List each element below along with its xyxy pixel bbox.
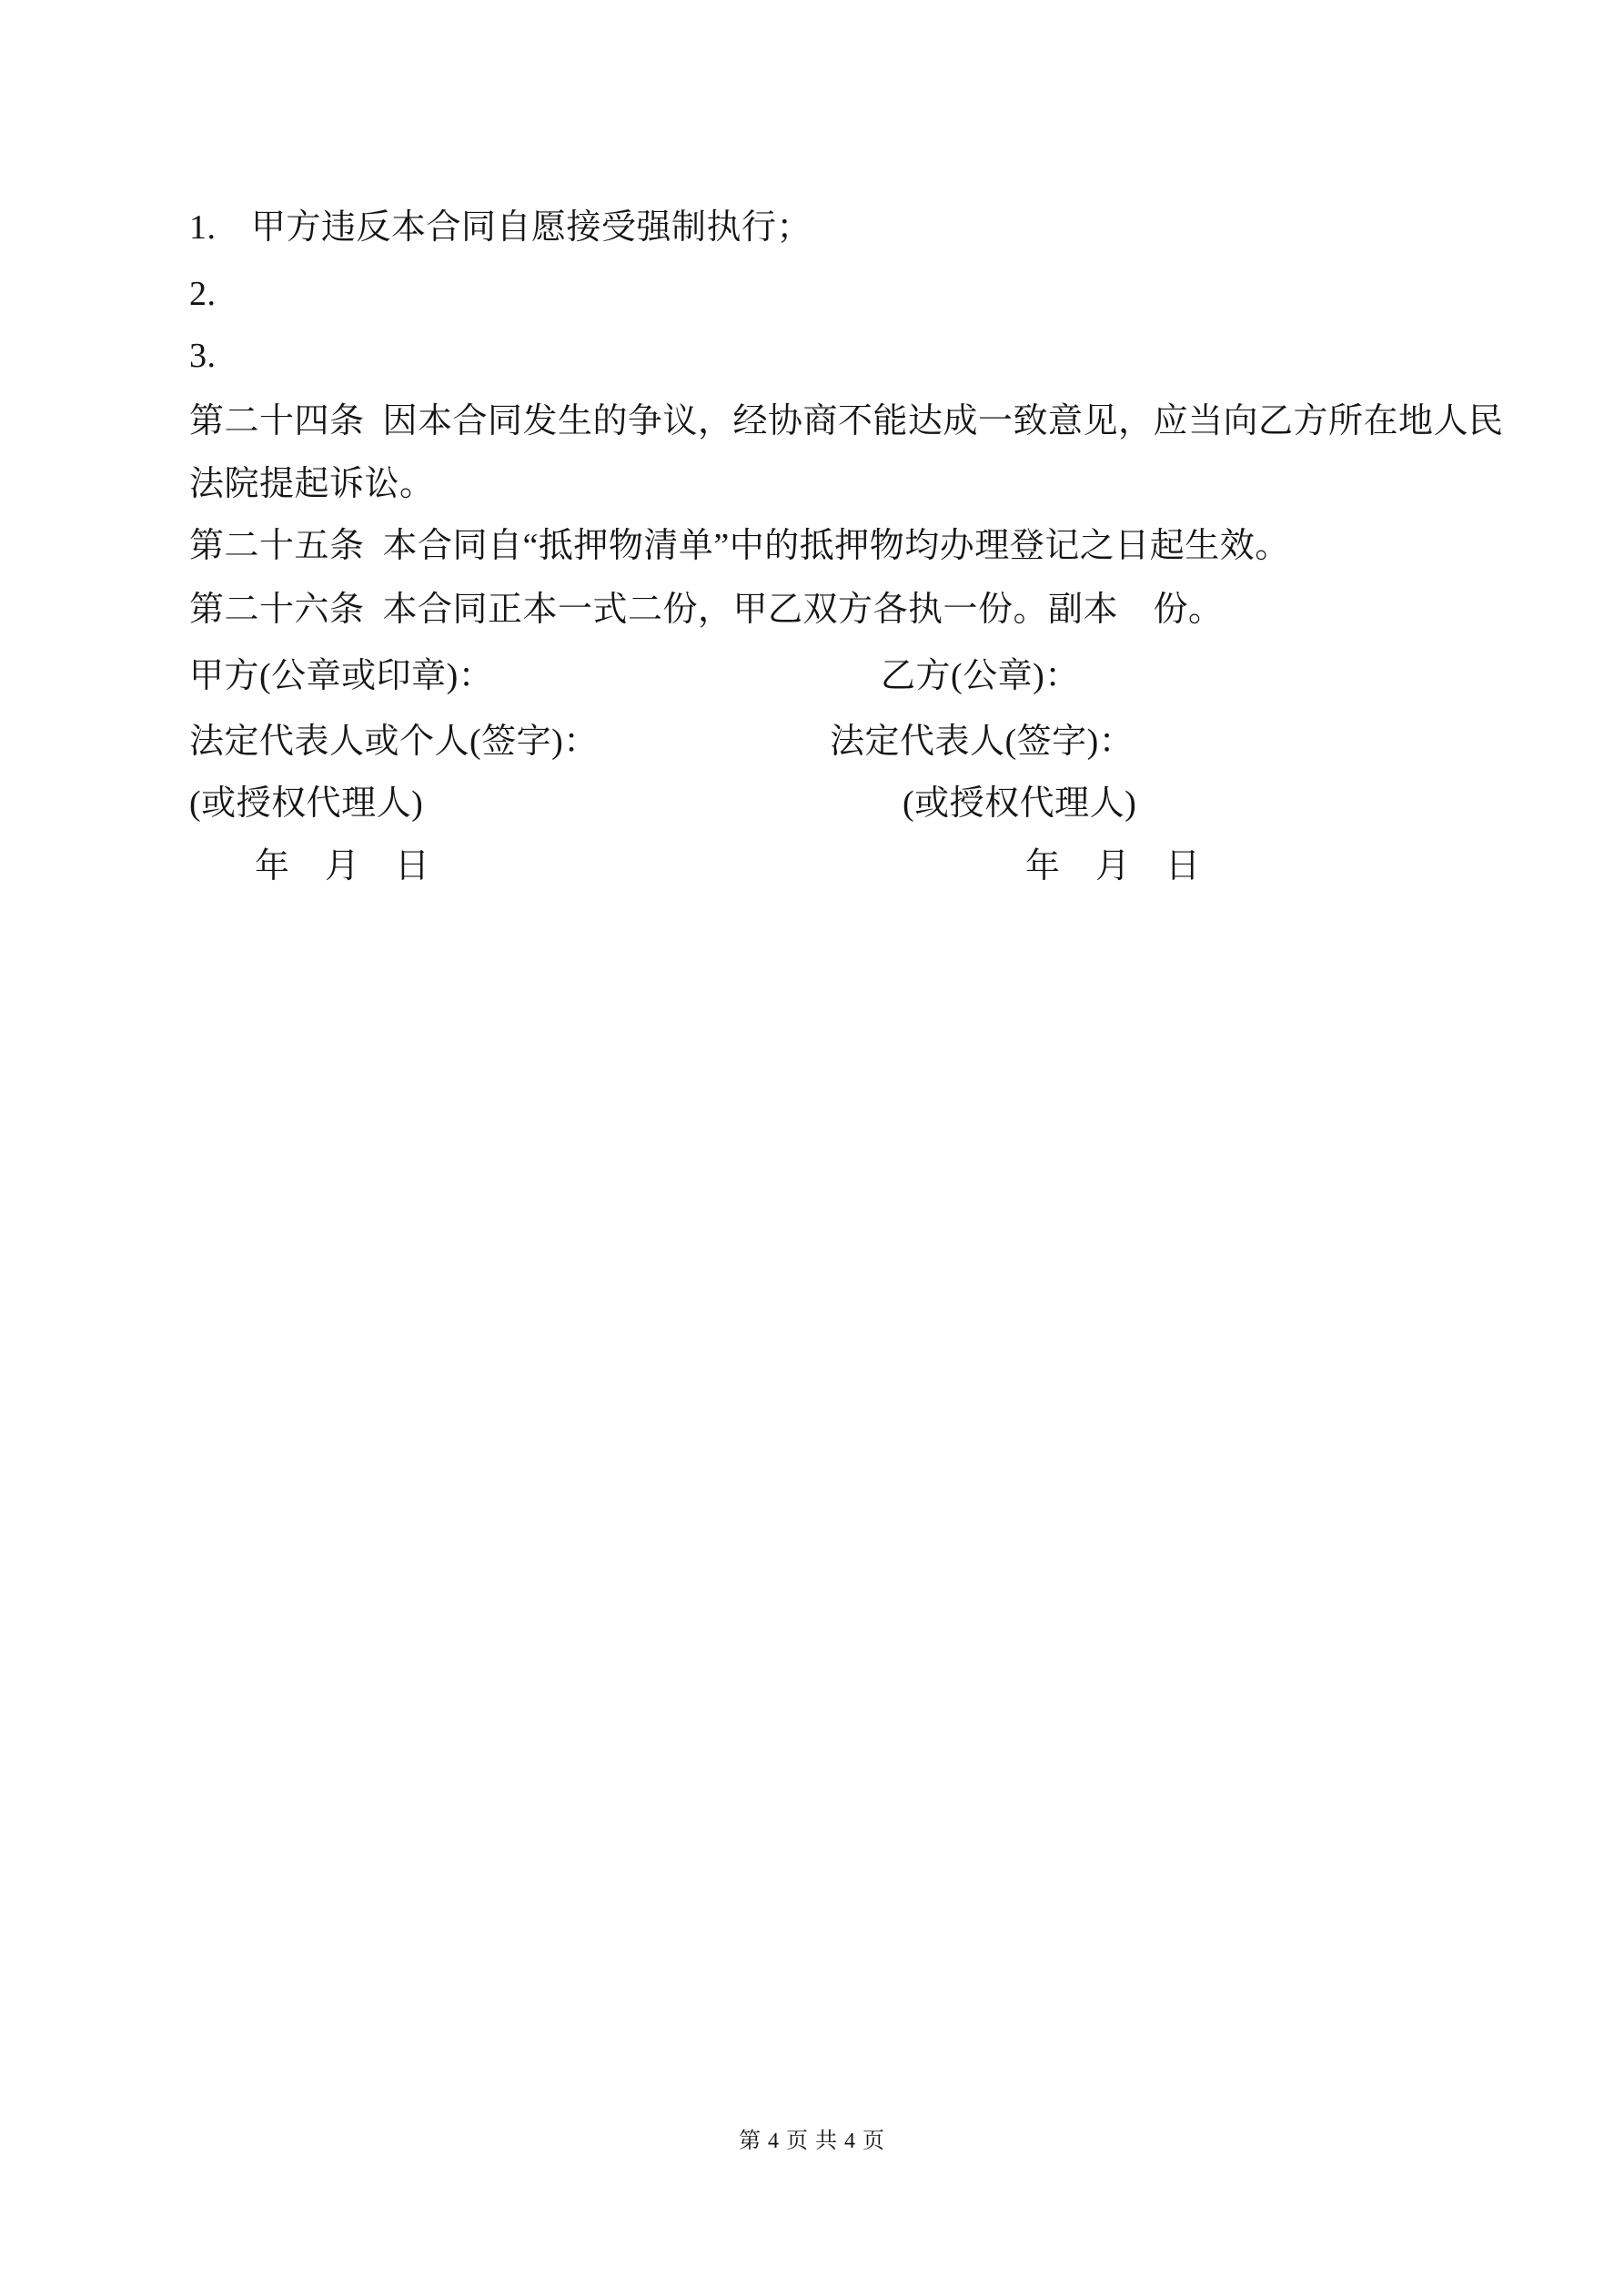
signature-row-seals bbox=[0, 655, 1624, 697]
party-a-agent-label: (或授权代理人) bbox=[189, 784, 424, 823]
party-b-date-line: 年 月 日 bbox=[1025, 847, 1201, 885]
party-b-representative-label: 法定代表人(签字)： bbox=[830, 723, 1135, 761]
party-a-representative-label: 法定代表人或个人(签字)： bbox=[189, 723, 599, 761]
clause-list-item-1: 1. 甲方违反本合同自愿接受强制执行； bbox=[189, 208, 812, 247]
clause-25-text: 第二十五条 本合同自“抵押物清单”中的抵押物均办理登记之日起生效。 bbox=[189, 527, 1290, 565]
signature-row-dates bbox=[0, 845, 1624, 887]
party-a-date-line: 年 月 日 bbox=[255, 847, 430, 885]
clause-24-text-line-2: 法院提起诉讼。 bbox=[189, 465, 435, 503]
party-a-seal-label: 甲方(公章或印章)： bbox=[189, 657, 494, 695]
clause-list-item-3: 3. bbox=[189, 337, 217, 375]
clause-24-text-line-1: 第二十四条 因本合同发生的争议，经协商不能达成一致意见，应当向乙方所在地人民 bbox=[189, 402, 1504, 440]
clause-26-text: 第二十六条 本合同正本一式二份，甲乙双方各执一份。副本 份。 bbox=[189, 591, 1224, 629]
party-b-seal-label: 乙方(公章)： bbox=[881, 657, 1080, 695]
signature-row-authorized-agents bbox=[0, 783, 1624, 824]
party-b-agent-label: (或授权代理人) bbox=[903, 784, 1137, 823]
signature-row-representatives bbox=[0, 721, 1624, 763]
page-number-footer: 第 4 页 共 4 页 bbox=[739, 2129, 885, 2153]
clause-list-item-2: 2. bbox=[189, 275, 217, 313]
